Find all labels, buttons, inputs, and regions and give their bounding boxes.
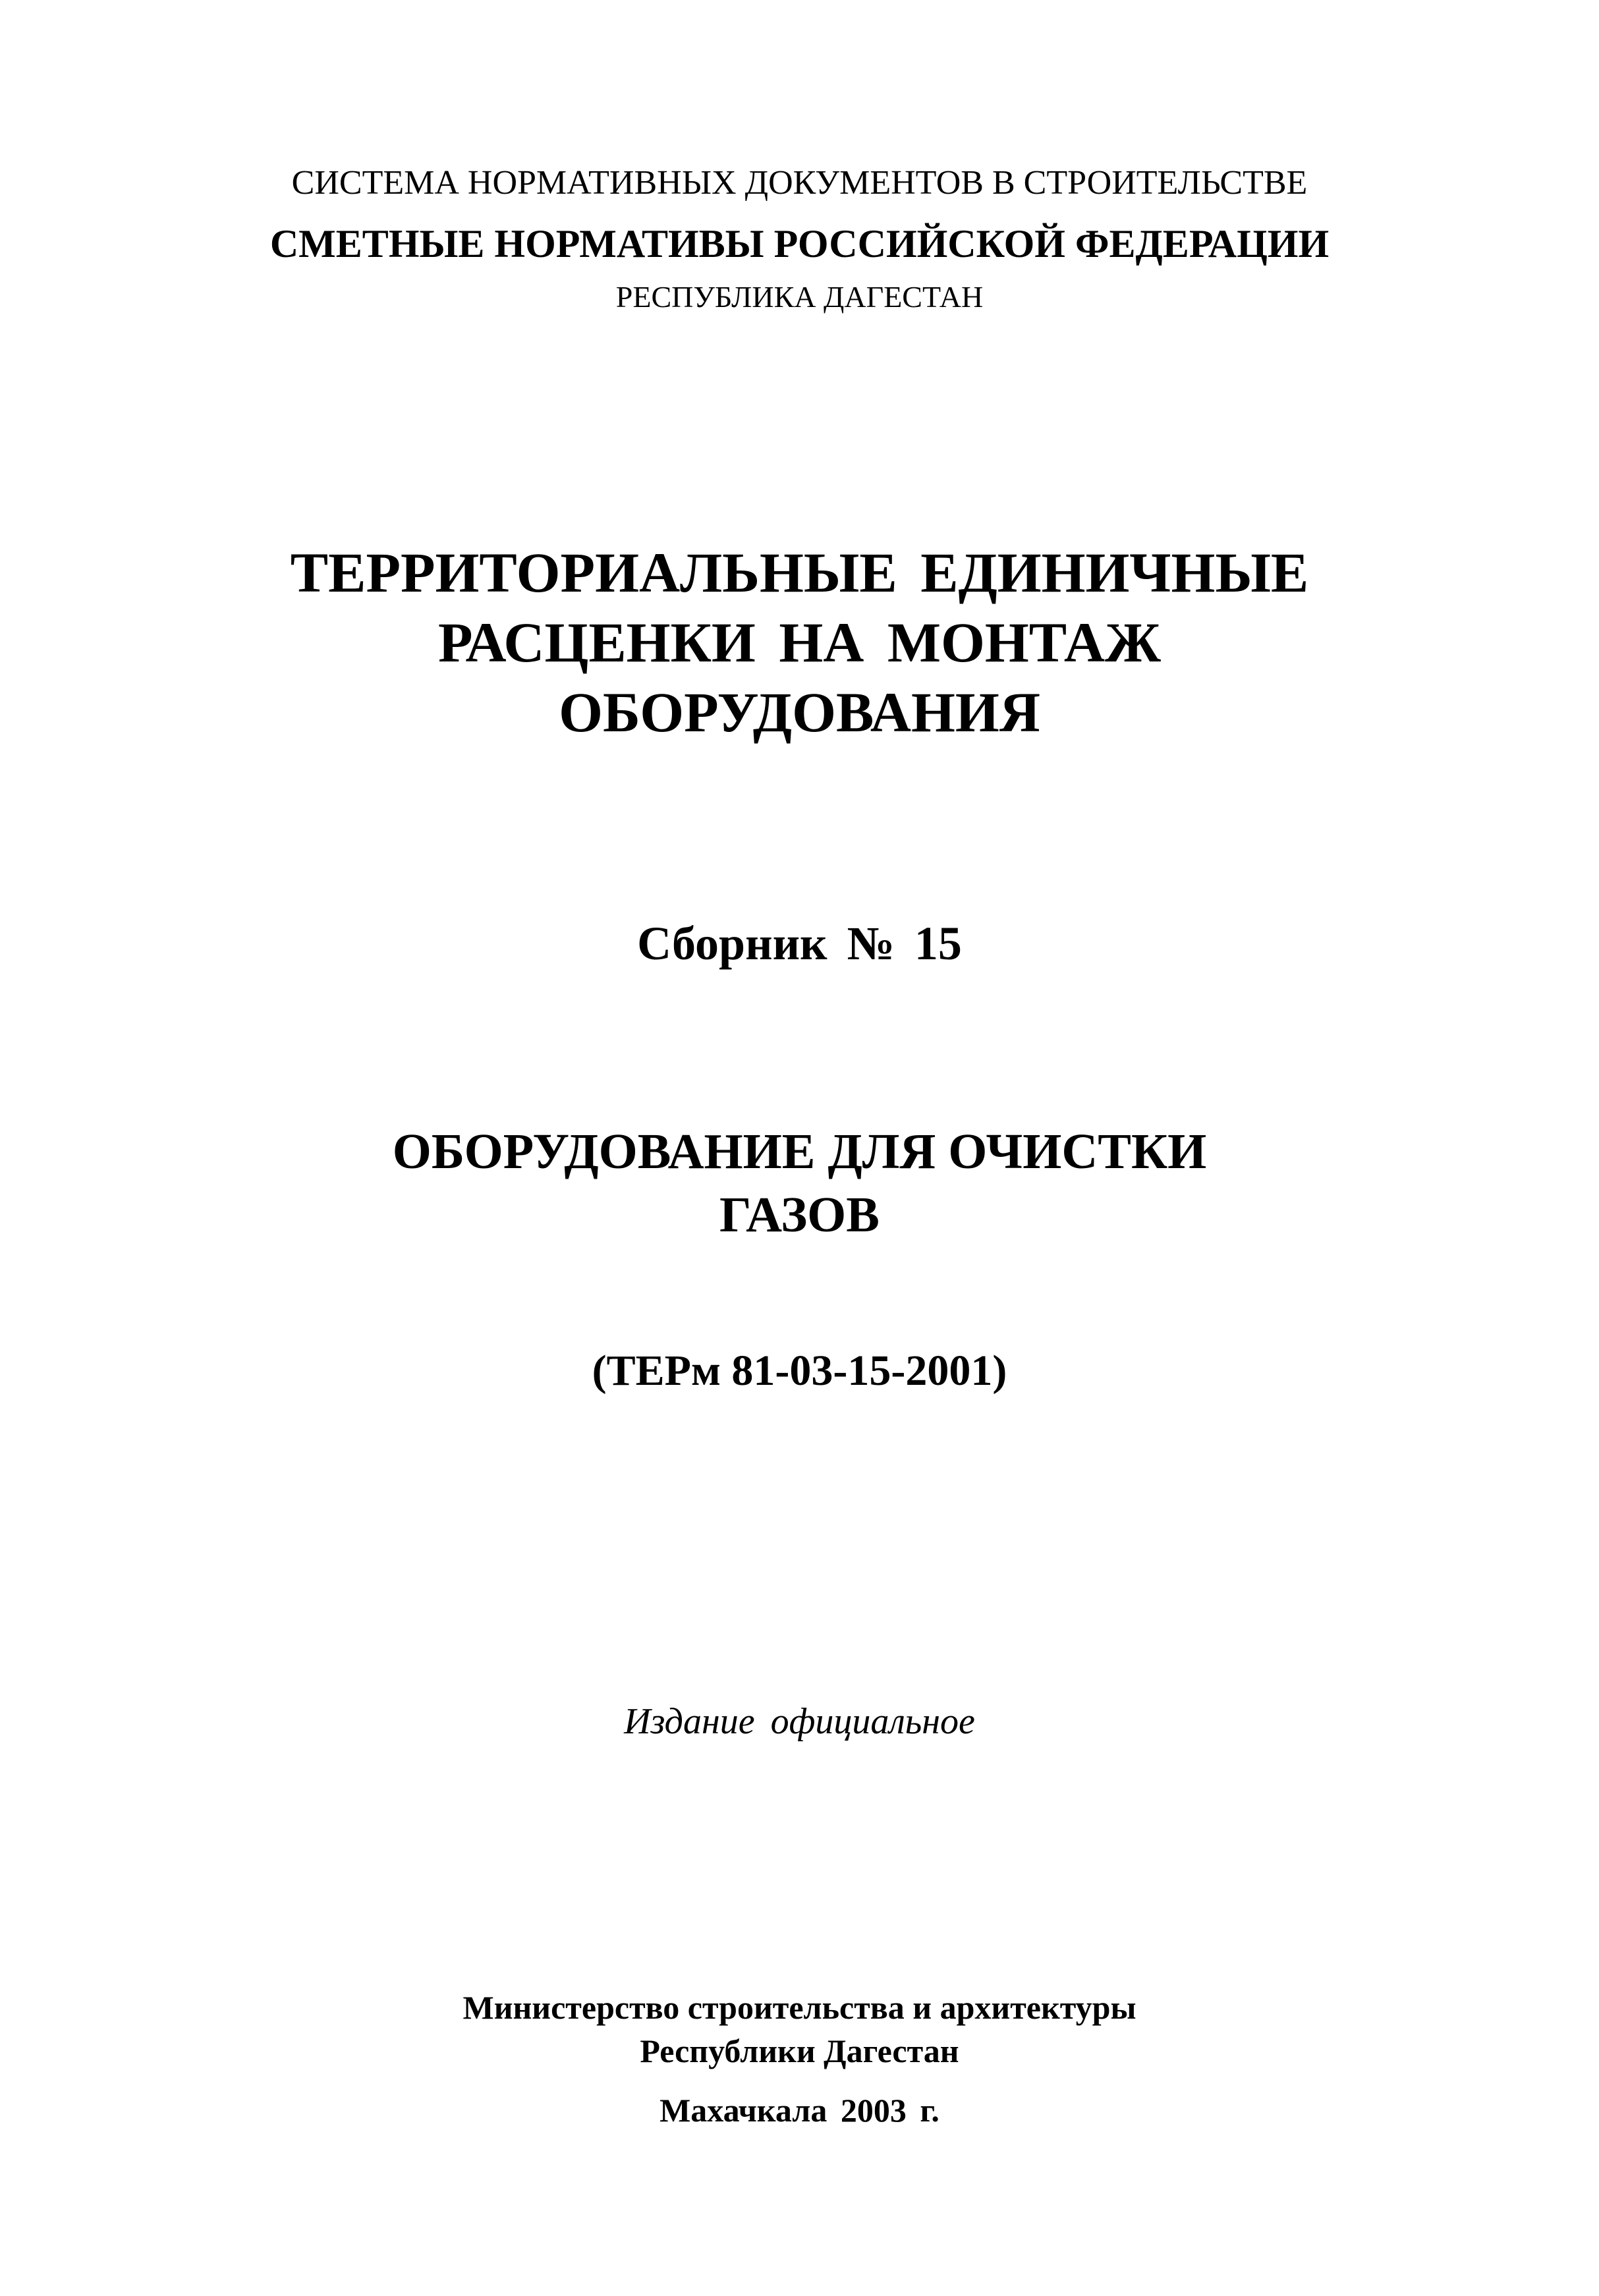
norms-line: СМЕТНЫЕ НОРМАТИВЫ РОССИЙСКОЙ ФЕДЕРАЦИИ bbox=[269, 222, 1330, 266]
edition-note: Издание официальное bbox=[624, 1701, 975, 1742]
document-code: (ТЕРм 81-03-15-2001) bbox=[592, 1347, 1007, 1395]
document-title-line-2: РАСЦЕНКИ НА МОНТАЖ bbox=[437, 611, 1162, 674]
publisher-line-1: Министерство строительства и архитектуры bbox=[463, 1989, 1136, 2026]
document-title-line-3: ОБОРУДОВАНИЯ bbox=[559, 681, 1040, 744]
publisher-line-2: Республики Дагестан bbox=[640, 2032, 959, 2069]
republic-line: РЕСПУБЛИКА ДАГЕСТАН bbox=[615, 280, 984, 314]
document-title-line-1: ТЕРРИТОРИАЛЬНЫЕ ЕДИНИЧНЫЕ bbox=[290, 541, 1309, 604]
collection-title-line-2: ГАЗОВ bbox=[719, 1187, 880, 1243]
system-line: СИСТЕМА НОРМАТИВНЫХ ДОКУМЕНТОВ В СТРОИТЕЛЬСТВЕ bbox=[291, 164, 1308, 202]
collection-title-line-1: ОБОРУДОВАНИЕ ДЛЯ ОЧИСТКИ bbox=[392, 1124, 1207, 1179]
publication-city-year: Махачкала 2003 г. bbox=[659, 2092, 940, 2129]
collection-number: Сборник № 15 bbox=[637, 917, 962, 970]
